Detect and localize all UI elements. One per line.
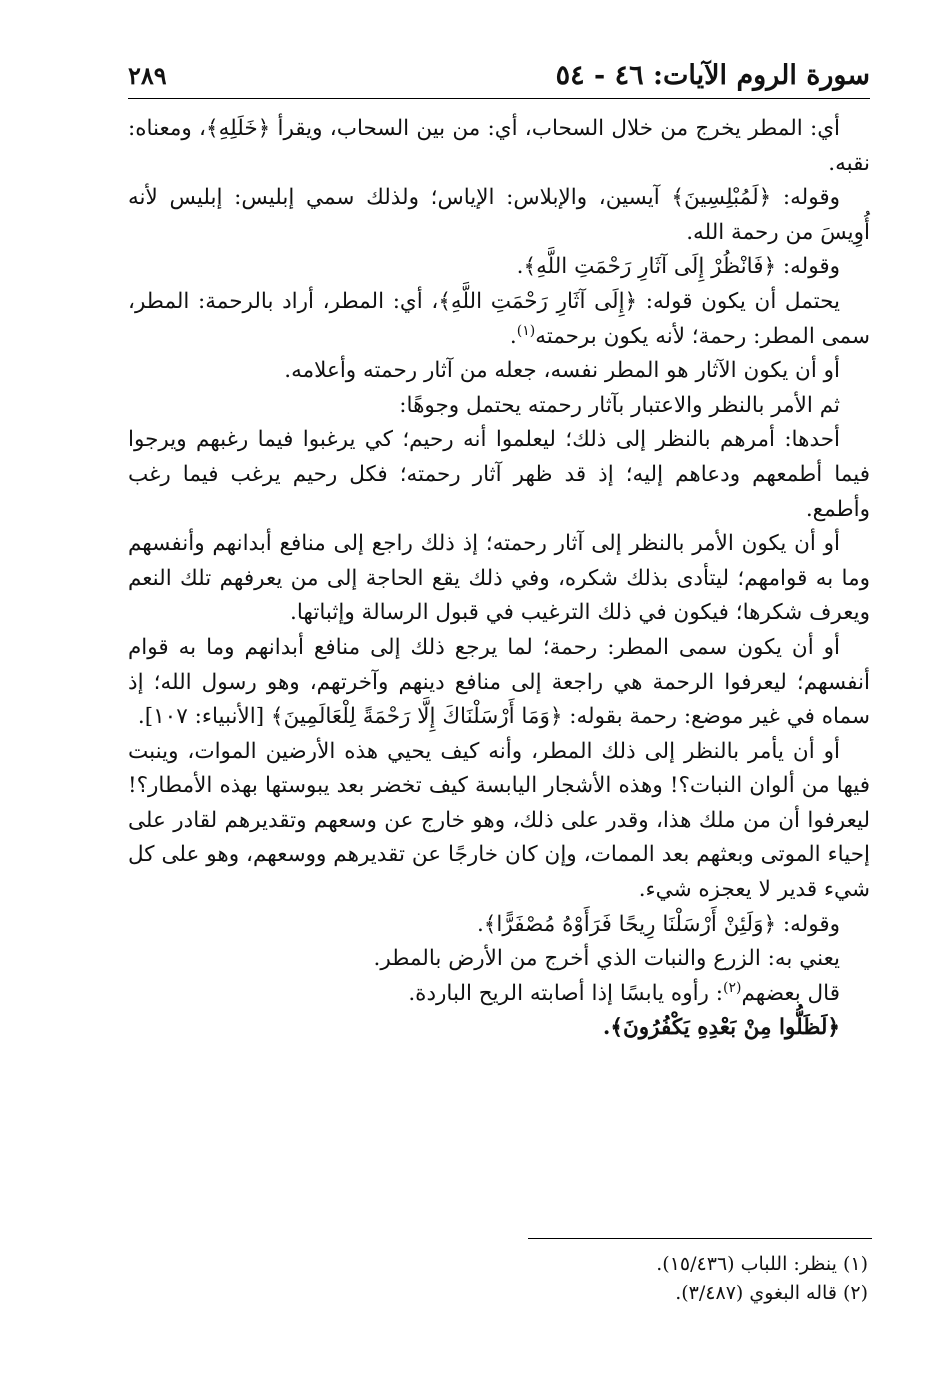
paragraph: وقوله: ﴿لَمُبْلِسِينَ﴾ آيسين، والإبلاس: الإياس؛ ولذلك سمي إبليس: إبليس لأنه أُوِيسَ من رحمة الله. [128,185,870,245]
paragraph-text: يحتمل أن يكون قوله: ﴿إِلَى آثَارِ رَحْمَتِ اللَّهِ﴾، أي: المطر، أراد بالرحمة: المطر، سمى المطر: رحمة؛ لأنه يكون برحمته [128,288,870,349]
paragraph: أو أن يكون الآثار هو المطر نفسه، جعله من آثار رحمته وأعلامه. [284,358,840,384]
running-head: سورة الروم الآيات: ٤٦ - ٥٤ [555,59,870,91]
footnote-ref: (١) [516,322,536,339]
paragraph: وقوله: ﴿وَلَئِنْ أَرْسَلْنَا رِيحًا فَرَأَوْهُ مُصْفَرًّا﴾. [476,911,840,937]
paragraph-text: : رأوه يابسًا إذا أصابته الريح الباردة. [408,980,724,1006]
paragraph: يعني به: الزرع والنبات الذي أخرج من الأرض بالمطر. [373,946,840,972]
paragraph-end: . [509,323,517,349]
paragraph [128,285,870,354]
footnote-ref: (٢) [723,979,742,996]
paragraph: أحدها: أمرهم بالنظر إلى ذلك؛ ليعلموا أنه رحيم؛ كي يرغبوا فيما رغبهم ويرجوا فيما أطمعهم ودعاهم إليه؛ إذ قد ظهر آثار رحمته؛ فكل رحيم يرغب فيما رغب وأطمع. [128,427,870,522]
paragraph: أو أن يكون سمى المطر: رحمة؛ لما يرجع ذلك إلى منافع أبدانهم وما به قوام أنفسهم؛ ليعرفوا الرحمة هي راجعة إلى منافع دينهم وآخرتهم، وهو رسول الله؛ إذ سماه في غير موضع: رحمة بقوله: ﴿وَمَا أَرْسَلْنَاكَ إِلَّا رَحْمَةً لِلْعَالَمِينَ﴾ [الأنبياء: ١٠٧]. [128,634,870,730]
footnotes [128,1250,868,1308]
paragraph-text: قال بعضهم [741,980,840,1006]
main-text [128,112,870,1046]
paragraph: أو أن يكون الأمر بالنظر إلى آثار رحمته؛ إذ ذلك راجع إلى منافع أبدانهم وأنفسهم وما به قوامهم؛ ليتأدى بذلك شكره، وفي ذلك يقع الحاجة إلى من يعرفهم تلك النعم ويعرف شكرها؛ فيكون في ذلك الترغيب في قبول الرسالة وإثباتها. [128,531,870,626]
footnote: (١) ينظر: اللباب (١٥/٤٣٦). [656,1253,868,1275]
paragraph: أي: المطر يخرج من خلال السحاب، أي: من بين السحاب، ويقرأ ﴿خَلَلِهِ﴾، ومعناه: نقبه. [128,116,870,176]
quran-verse: ﴿لَظَلُّوا مِنْ بَعْدِهِ يَكْفُرُونَ﴾. [602,1015,840,1041]
paragraph: وقوله: ﴿فَانْظُرْ إِلَى آثَارِ رَحْمَتِ اللَّهِ﴾. [516,254,840,280]
footnote-separator [528,1238,872,1239]
paragraph: ثم الأمر بالنظر والاعتبار بآثار رحمته يحتمل وجوهًا: [399,392,840,418]
footnote: (٢) قاله البغوي (٣/٤٨٧). [675,1282,868,1304]
page-header [128,52,870,99]
paragraph: أو أن يأمر بالنظر إلى ذلك المطر، وأنه كيف يحيي هذه الأرضين الموات، وينبت فيها من ألوان النبات؟! وهذه الأشجار اليابسة كيف تخضر بعد يبوستها بهذه الأمطار؟! ليعرفوا أن من ملك هذا، وقدر على ذلك، وهو خارج عن وسعهم وتقديرهم لقادر على إحياء الموتى وبعثهم بعد الممات، وإن كان خارجًا عن تقديرهم ووسعهم، وهو على كل شيء قدير لا يعجزه شيء. [128,738,870,903]
paragraph [128,977,870,1012]
page-number: ٢٨٩ [128,60,167,90]
